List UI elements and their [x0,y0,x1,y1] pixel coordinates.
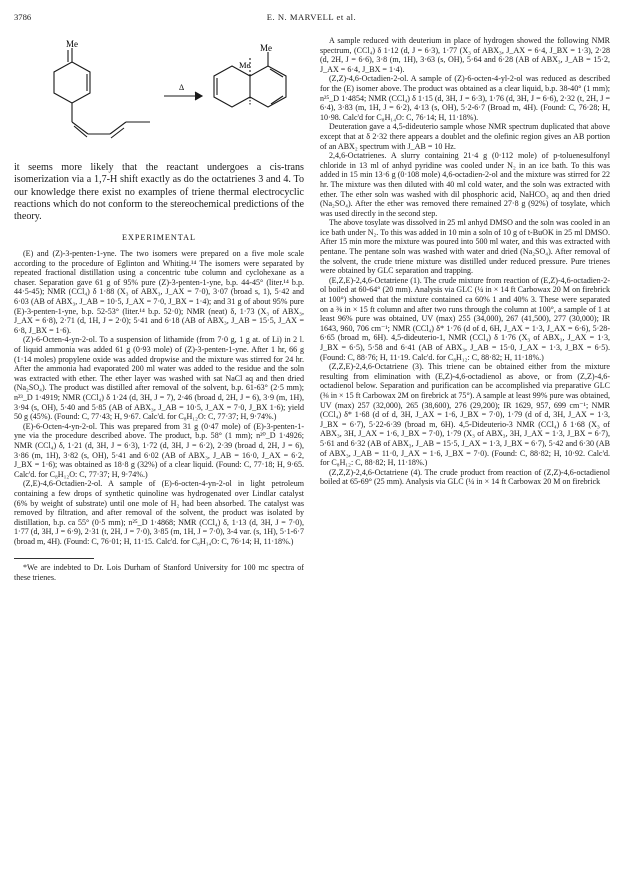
right-column [320,36,610,487]
reactant-methyl-label: Me [66,39,78,49]
paragraph-tosylate: The above tosylate was dissolved in 25 ml anhyd DMSO and the soln was cooled in an ice bath under N₂. To this was added in 10 min a soln of 10 g of t-BuOK in 25 ml DMSO. After 15 min more the mixture was poured into 500 ml water, and this was extracted with pentane. The pentane soln was washed with water and dried (Na₂SO₄). After removal of the solvent, the crude triene mixture was distilled under reduced pressure. Pure trienes were obtained by GLC separation and trapping. [320,218,610,276]
paragraph-pentenyne: (E) and (Z)-3-penten-1-yne. The two isomers were prepared on a five mole scale according to the procedure of Eglinton and Whiting.¹⁴ The isomers were separated by repeated fractional distillation using a concentric tube column and cyclohexane as a chaser. Separation gave 61 g of 95% pure (Z)-3-penten-1-yne, b.p. 44-45° (liter.¹⁴ b.p. 44·5-45); NMR (CCl₄) δ 1·88 (X₃ of ABX₃, J_AX = 7·0), 3·07 (broad s, 1), 5·42 and 6·03 (AB of ABX₃, J_AB = 10·5, J_AX = 7·0, J_BX = 1·4); and 31 g of about 95% pure (E)-3-penten-1-yne, b.p. 52-53° (liter.¹⁴ b.p. 52·0); NMR (neat) δ, 1·73 (X₃ of ABX₃, J_AX = 6·8), 2·71 (d, 1H, J = 2·0); 5·41 and 6·18 (AB of ABX₃, J_AB = 15·5, J_AX = 6·8, J_BX = 1·6). [14,249,304,335]
reaction-scheme [14,38,304,162]
page-header [14,12,609,24]
product-methyl-label: Me [239,60,251,70]
footnote-divider [14,558,94,559]
footnote: *We are indebted to Dr. Lois Durham of Stanford University for 100 mc spectra of these trienes. [14,563,304,583]
paragraph-zze-octatriene: (Z,Z,E)-2,4,6-Octatriene (3). This triene can be obtained either from the mixture resulting from elimination with (E,Z)-4,6-octadienol as above, or from (Z,Z)-4,6-octadienol below. Separation and purification can be accomplished via preparative GLC (⅜ in × 15 ft Carbowax 2M on firebrick at 75°). A sample at least 99% pure was obtained, UV (max) 257 (32,000), 265 (38,600), 276 (29,200); IR 1629, 957, 699 cm⁻¹; NMR (CCl₄) δ* 1·68 (d of d, 3H, J_AX = 1·6, J_BX = 7·0), 1·79 (d of d, 3H, J_AX = 1·3, J_BX = 6·7), 5·22-6·39 (broad m, 6H). 4,5-Dideuterio-3 NMR (CCl₄) δ 1·68 (X₃ of ABX₃, 3H, J_AX = 1·6, J_BX = 7·0), 1·79 (X₃ of ABX₃, 3H, J_AX = 1·3, J_BX = 6·7), 5·61 and 6·32 (AB of ABX₃, J_AB = 15·5, J_AX = 1·3, J_BX = 6·7), 5·42 and 6·30 (AB of ABX₃, J_AB = 11·0, J_AX = 1·6, J_BX = 7·0). (Found: C, 88·82; H, 10·92. Calc'd. for C₈H₁₂: C, 88·82; H, 11·18%.) [320,362,610,468]
paragraph-ze-octadienol: (Z,E)-4,6-Octadien-2-ol. A sample of (E)-6-octen-4-yn-2-ol in light petroleum containing a few drops of synthetic quinoline was hydrogenated over Lindlar catalyst (6% by weight of substrate) until one mole of H₂ had been absorbed. The catalyst was removed by filtration, and after removal of the solvent, the product was isolated by distillation, b.p. ca 55° (0·5 mm); n²⁵_D 1·4868; NMR (CCl₄) δ, 1·13 (d, 3H, J = 7·0), 1·77 (d, 3H, J = 6·9), 2·31 (t, 2H, J = 7·0), 3·85 (m, 1H, J = 7·0), 3-4 var. (s, 1H), 5·1-6·7 (broad m, 4H). (Found: C, 76·01; H, 11·15. Calc'd. for C₈H₁₄O: C, 76·14; H, 11·18%.) [14,479,304,546]
paragraph-deuterium-sample: A sample reduced with deuterium in place of hydrogen showed the following NMR spectrum, (CCl₄) δ 1·12 (d, J = 6·3), 1·77 (X₃ of ABX₃, J_AX = 6·4, J_BX = 1·3), 2·28 (d, 2H, J = 6·6), 3·8 (m, 1H), 3·63 (s, OH), 5·64 and 6·28 (AB of ABX₃, J_AB = 15·2, J_AX = 6·4, J_BX = 1·4). [320,36,610,74]
left-column [14,38,304,583]
paragraph-eze-octatriene: (E,Z,E)-2,4,6-Octatriene (1). The crude mixture from reaction of (E,Z)-4,6-octadien-2-ol boiled at 60-64° (20 mm). Analysis via GLC (¼ in × 14 ft Carbowax 20 M on firebrick at 100°) showed that the mixture contained ca 60% 1 and 40% 3. These were separated on a ⅜ in × 15 ft column and after two runs through the column at 100°, a sample of 1 at least 96% pure was obtained, UV (max) 255 (34,000), 267 (41,500), 277 (30,000); IR 1643, 960, 706 cm⁻¹; NMR (CCl₄) δ* 1·76 (d of d, 6H, J_AX = 1·3, J_AX = 6·6), 5·28-6·65 (broad m, 6H). 4,5-dideuterio-1, NMR (CCl₄) δ 1·76 (X₃ of ABX₃, J_AX = 1·3, J_BX = 6·5), 5·58 and 6·41 (AB of ABX₃, J_AB = 15·0, J_AX = 1·3, J_BX = 6·5). (Found: C, 88·76; H, 11·19. Calc'd. for C₈H₁₂: C, 88·82; H, 11·18%.) [320,275,610,362]
section-title-experimental: EXPERIMENTAL [121,233,197,243]
page-number: 3786 [14,12,32,22]
reaction-scheme-drawing [14,38,304,162]
paragraph-zz-octadienol: (Z,Z)-4,6-Octadien-2-ol. A sample of (Z)-6-octen-4-yl-2-ol was reduced as described for the (E) isomer above. The product was obtained as a clear liquid, b.p. 38-40° (1 mm); n²⁵_D 1·4854; NMR (CCl₄) δ 1·15 (d, 3H, J = 6·3), 1·76 (d, 3H, J = 6·6), 2·32 (t, 2H, J = 6·4), 3·83 (m, 1H, J = 6·2), 4·13 (s, OH), 5·2-6·7 (Broad m, 4H). (Found: C, 76·28; H, 10·98. Calc'd for C₈H₁₄O: C, 76·14; H, 11·18%). [320,74,610,122]
intro-paragraph: it seems more likely that the reactant undergoes a cis-trans isomerization via a 1,7-H shift exactly as do the octatrienes 3 and 4. To our knowledge there exist no examples of triene thermal electrocyclic reactions which do not conform to the stereochemical predictions of the theory. [14,162,304,223]
paragraph-e-octenynol: (E)-6-Octen-4-yn-2-ol. This was prepared from 31 g (0·47 mole) of (E)-3-penten-1-yne via the procedure described above. The product, b.p. 58° (1 mm); n²⁰_D 1·4926; NMR (CCl₄) δ, 1·21 (d, 3H, J = 6·3), 1·72 (d, 3H, J = 6·2), 2·39 (broad d, 2H, J = 6), 3·86 (m, 1H), 3·82 (s, OH), 5·41 and 6·02 (AB of ABX₃, J_AB = 16·0, J_AX = 6·2, J_BX = 1·6); was obtained as 18·8 g (32%) of a clear liquid. (Found: C, 77·18; H, 9·65. Calc'd. for C₈H₁₂O: C, 77·37; H, 9·74%.) [14,421,304,479]
paragraph-z-octenynol: (Z)-6-Octen-4-yn-2-ol. To a suspension of lithamide (from 7·0 g, 1 g at. of Li) in 2 l. of liquid ammonia was added 61 g (0·93 mole) of (Z)-3-penten-1-yne. After 1 hr, 66 g (1·14 moles) propylene oxide was added dropwise and the mixture was stirred for 24 hr. After the ammonia had evaporated 200 ml water was added to the residue and the soln was extracted with ether. The ether layer was washed with sat NaCl aq and then dried (Na₂SO₄). The product was distilled after removal of the solvent, b.p. 61-63° (2·5 mm); n²³_D 1·4919; NMR (CCl₄) δ 1·24 (d, 3H, J = 7), 2·46 (broad d, 2H, J = 6), 3·9 (m, 1H), 3·94 (s, OH), 5·40 and 5·85 (AB of ABX₃, J_AB = 10·5, J_AX = 7·0, J_BX 1·6); yield 50 g (45%). (Found: C, 77·43; H, 9·67. Calc'd. for C₈H₁₂O: C, 77·37; H, 9·74%.) [14,335,304,422]
heat-label: Δ [179,83,185,92]
paragraph-octatrienes: 2,4,6-Octatrienes. A slurry containing 21·4 g (0·112 mole) of p-toluenesulfonyl chloride in 13 ml of anhyd pyridine was cooled under N₂ in an ice bath. To this was added in 15 min 13·6 g (0·108 mole) 4,6-octadien-2-ol and the mixture was stirred for 22 hr. The mixture was then diluted with 40 ml cold water, and the soln was extracted with ether. The ether soln was washed with dil phosphoric acid, NaHCO₃ aq and then dried (Na₂SO₄). After the ether was removed there remained 27·8 g (92%) of tosylate, which was used directly in the second step. [320,151,610,218]
paragraph-deuteration: Deuteration gave a 4,5-dideuterio sample whose NMR spectrum duplicated that above except that at δ 2·32 there appears a doublet and the olefinic region gives an AB portion of an ABX₂ spectrum with J_AB = 10 Hz. [320,122,610,151]
product-methyl-label-top: Me [260,43,272,53]
running-author: E. N. MARVELL et al. [266,12,357,22]
paragraph-zzz-octatriene: (Z,Z,Z)-2,4,6-Octatriene (4). The crude product from reaction of (Z,Z)-4,6-octadienol boiled at 65-69° (25 mm). Analysis via GLC (¼ in × 14 ft Carbowax 20 M on firebrick [320,467,610,487]
